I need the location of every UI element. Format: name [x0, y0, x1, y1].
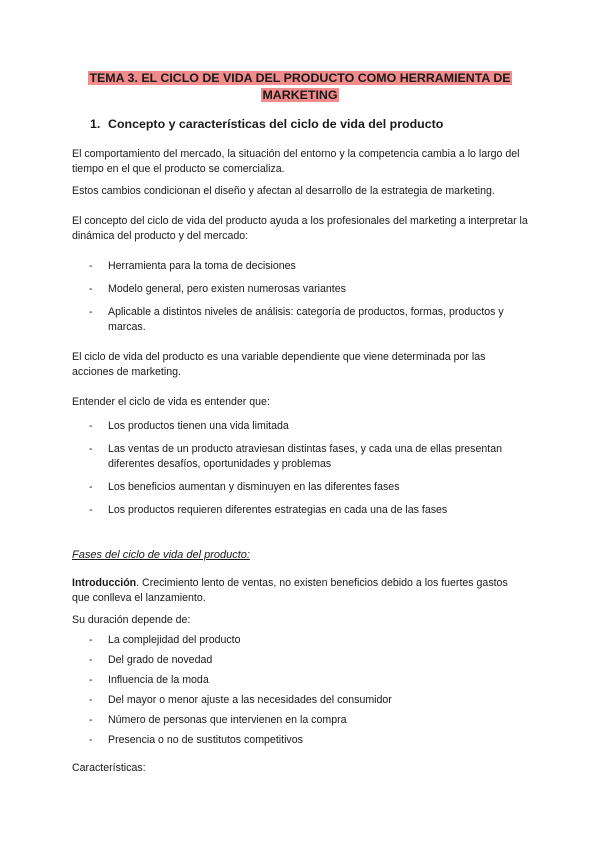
dash-bullet: - — [89, 443, 93, 455]
list-item — [72, 713, 528, 728]
list-item-text: Los beneficios aumentan y disminuyen en las diferentes fases — [108, 481, 400, 493]
dash-bullet: - — [89, 674, 93, 686]
list-item — [72, 282, 528, 297]
paragraph-1: El comportamiento del mercado, la situación del entorno y la competencia cambia a lo largo del tiempo en el que el producto se comercializa. — [72, 148, 520, 175]
list-item-text: Los productos tienen una vida limitada — [108, 420, 289, 432]
dash-bullet: - — [89, 654, 93, 666]
section-number: 1. — [90, 117, 101, 131]
paragraph-3: El concepto del ciclo de vida del producto ayuda a los profesionales del marketing a interpretar la dinámica del producto y del mercado: — [72, 215, 528, 242]
list-item-text: Del grado de novedad — [108, 654, 213, 666]
list-item-text: Modelo general, pero existen numerosas variantes — [108, 283, 346, 295]
characteristics-label: Características: — [72, 762, 146, 774]
title-line-1: TEMA 3. EL CICLO DE VIDA DEL PRODUCTO COMO HERRAMIENTA DE — [89, 71, 511, 85]
list-item-text: Herramienta para la toma de decisiones — [108, 260, 296, 272]
dash-bullet: - — [89, 306, 93, 318]
list-item-text: Número de personas que intervienen en la compra — [108, 714, 347, 726]
list-item-text: Los productos requieren diferentes estrategias en cada una de las fases — [108, 504, 448, 516]
list-item — [72, 419, 528, 434]
list-item — [72, 480, 528, 495]
document-title — [72, 70, 528, 104]
list-item — [72, 305, 528, 335]
paragraph-2: Estos cambios condicionan el diseño y afectan al desarrollo de la estrategia de marketing. — [72, 185, 495, 197]
list-item — [72, 673, 528, 688]
list-item — [72, 693, 528, 708]
list-item-text: Aplicable a distintos niveles de análisis: categoría de productos, formas, productos y marcas. — [108, 306, 504, 333]
list-item — [72, 733, 528, 748]
title-line-2: MARKETING — [262, 88, 338, 102]
paragraph-6: Su duración depende de: — [72, 614, 191, 626]
dash-bullet: - — [89, 504, 93, 516]
list-item — [72, 633, 528, 648]
introduction-term: Introducción — [72, 577, 137, 589]
list-duration-factors — [72, 633, 528, 748]
dash-bullet: - — [89, 260, 93, 272]
list-item — [72, 653, 528, 668]
list-item-text: La complejidad del producto — [108, 634, 241, 646]
dash-bullet: - — [89, 481, 93, 493]
section-heading-text: Concepto y características del ciclo de vida del producto — [108, 117, 444, 131]
paragraph-5: Entender el ciclo de vida es entender que: — [72, 396, 270, 408]
list-item — [72, 259, 528, 274]
list-item-text: Influencia de la moda — [108, 674, 209, 686]
dash-bullet: - — [89, 634, 93, 646]
dash-bullet: - — [89, 714, 93, 726]
list-item-text: Las ventas de un producto atraviesan distintas fases, y cada una de ellas presentan diferentes desafíos, oportunidades y problemas — [108, 443, 502, 470]
dash-bullet: - — [89, 734, 93, 746]
section-heading — [90, 117, 528, 132]
list-item — [72, 503, 528, 518]
list-item-text: Presencia o no de sustitutos competitivos — [108, 734, 303, 746]
dash-bullet: - — [89, 694, 93, 706]
dash-bullet: - — [89, 283, 93, 295]
list-understanding — [72, 419, 528, 518]
phases-heading: Fases del ciclo de vida del producto: — [72, 549, 250, 561]
dash-bullet: - — [89, 420, 93, 432]
introduction-text: . Crecimiento lento de ventas, no existen beneficios debido a los fuertes gastos que conlleva el lanzamiento. — [72, 577, 508, 604]
paragraph-4: El ciclo de vida del producto es una variable dependiente que viene determinada por las acciones de marketing. — [72, 351, 486, 378]
introduction-paragraph — [72, 576, 528, 606]
list-decision-tool — [72, 259, 528, 335]
list-item-text: Del mayor o menor ajuste a las necesidades del consumidor — [108, 694, 392, 706]
list-item — [72, 442, 528, 472]
